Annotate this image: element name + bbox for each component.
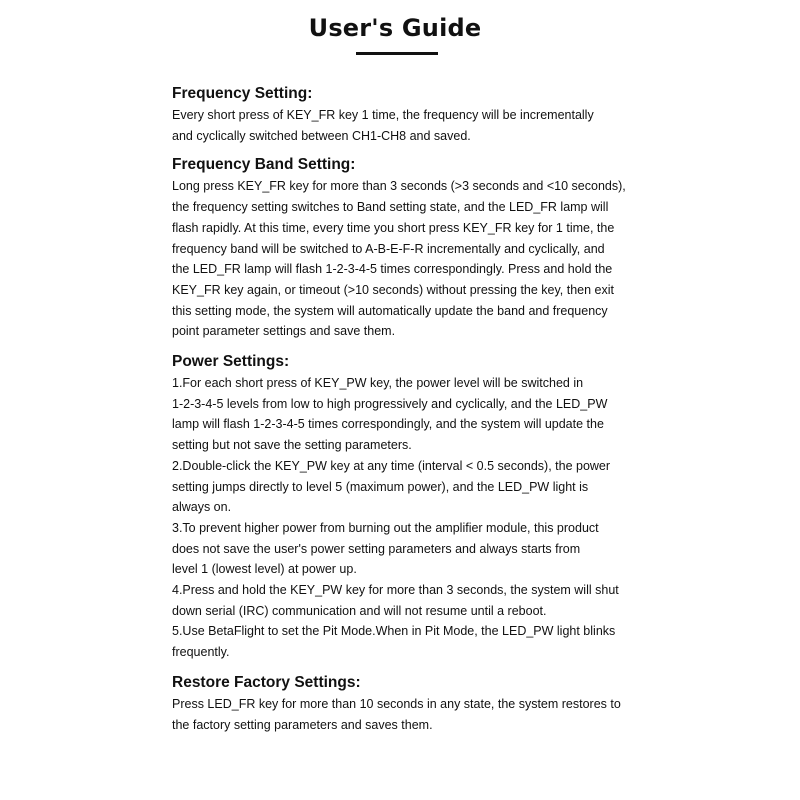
text-line: does not save the user's power setting parameters and always starts from — [172, 541, 581, 556]
section-text — [172, 105, 652, 146]
text-line: setting but not save the setting parameters. — [172, 438, 412, 453]
text-line: down serial (IRC) communication and will not resume until a reboot. — [172, 603, 547, 618]
text-line: level 1 (lowest level) at power up. — [172, 562, 357, 577]
text-line: frequency band will be switched to A-B-E-F-R incrementally and cyclically, and — [172, 241, 605, 256]
section-text — [172, 176, 652, 342]
section-restore-factory-settings — [172, 673, 652, 735]
text-line: Long press KEY_FR key for more than 3 seconds (>3 seconds and <10 seconds), — [172, 179, 626, 194]
section-text — [172, 694, 652, 735]
text-line: Press LED_FR key for more than 10 seconds in any state, the system restores to — [172, 696, 621, 711]
title-underline — [356, 52, 438, 55]
section-heading: Frequency Band Setting: — [172, 156, 356, 174]
text-line: KEY_FR key again, or timeout (>10 seconds) without pressing the key, then exit — [172, 282, 615, 297]
text-line: flash rapidly. At this time, every time you short press KEY_FR key for 1 time, the — [172, 220, 615, 235]
section-power-settings — [172, 352, 652, 663]
text-line: and cyclically switched between CH1-CH8 and saved. — [172, 128, 471, 143]
text-line: the factory setting parameters and saves them. — [172, 717, 433, 732]
text-line: 3.To prevent higher power from burning out the amplifier module, this product — [172, 520, 599, 535]
text-line: this setting mode, the system will automatically update the band and frequency — [172, 303, 608, 318]
page-title: User's Guide — [308, 14, 482, 42]
text-line: point parameter settings and save them. — [172, 324, 396, 339]
text-line: 1.For each short press of KEY_PW key, the power level will be switched in — [172, 376, 584, 391]
text-line: 4.Press and hold the KEY_PW key for more than 3 seconds, the system will shut — [172, 583, 619, 598]
section-text — [172, 373, 652, 663]
text-line: 5.Use BetaFlight to set the Pit Mode.When in Pit Mode, the LED_PW light blinks — [172, 624, 616, 639]
text-line: lamp will flash 1-2-3-4-5 times correspondingly, and the system will update the — [172, 417, 604, 432]
text-line: the frequency setting switches to Band setting state, and the LED_FR lamp will — [172, 200, 609, 215]
text-line: always on. — [172, 500, 232, 515]
text-line: 2.Double-click the KEY_PW key at any time (interval < 0.5 seconds), the power — [172, 458, 611, 473]
section-heading: Restore Factory Settings: — [172, 673, 361, 691]
section-heading: Power Settings: — [172, 353, 290, 371]
text-line: the LED_FR lamp will flash 1-2-3-4-5 times correspondingly. Press and hold the — [172, 262, 613, 277]
document-body — [172, 84, 652, 735]
text-line: Every short press of KEY_FR key 1 time, the frequency will be incrementally — [172, 108, 594, 122]
section-frequency-setting — [172, 84, 652, 146]
text-line: frequently. — [172, 645, 230, 660]
text-line: setting jumps directly to level 5 (maximum power), and the LED_PW light is — [172, 479, 589, 494]
text-line: 1-2-3-4-5 levels from low to high progressively and cyclically, and the LED_PW — [172, 396, 608, 411]
section-heading: Frequency Setting: — [172, 85, 313, 102]
section-frequency-band-setting — [172, 155, 652, 342]
